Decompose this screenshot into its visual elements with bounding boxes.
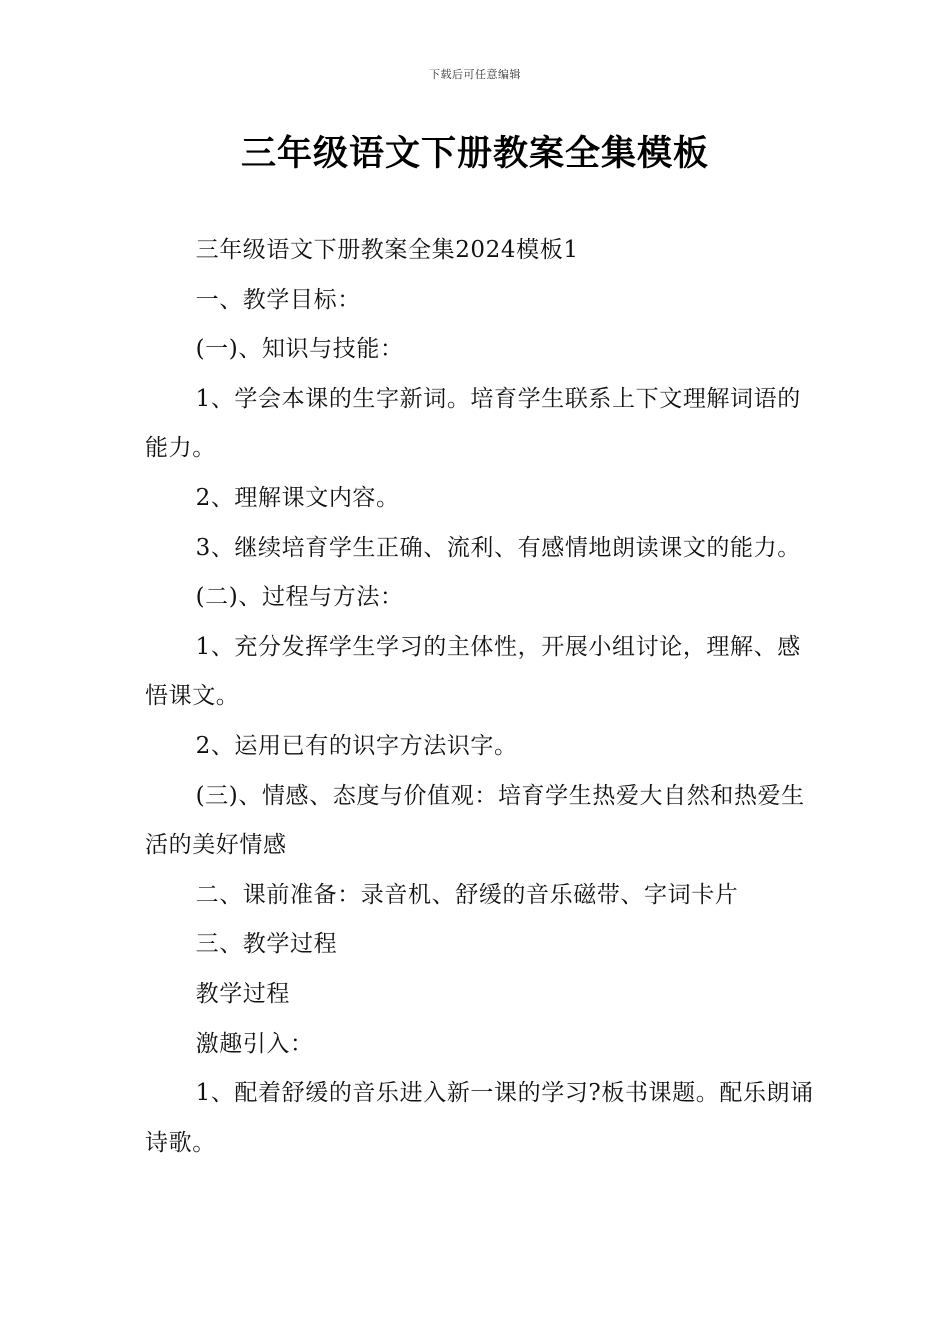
paragraph-knowledge-skills: (一)、知识与技能： [195,336,404,363]
paragraph-item: 1、学会本课的生字新词。培育学生联系上下文理解词语的能力。 [145,385,801,462]
paragraph-item: 3、继续培育学生正确、流利、有感情地朗读课文的能力。 [195,534,801,561]
paragraph-item: 1、充分发挥学生学习的主体性，开展小组讨论，理解、感悟课文。 [145,633,801,710]
paragraph-process-method: (二)、过程与方法： [195,584,404,611]
paragraph-section-objectives: 一、教学目标： [195,286,361,313]
paragraph-preparation: 二、课前准备：录音机、舒缓的音乐磁带、字词卡片 [195,881,739,908]
header-note: 下载后可任意编辑 [429,68,521,81]
paragraph-subtitle: 三年级语文下册教案全集2024模板1 [195,237,579,263]
paragraph-intro: 激趣引入： [195,1030,314,1057]
paragraph-process-heading: 教学过程 [195,980,290,1007]
paragraph-section-process: 三、教学过程 [195,931,338,958]
document-title: 三年级语文下册教案全集模板 [240,134,709,174]
paragraph-item: 2、理解课文内容。 [195,484,400,511]
paragraph-item: 2、运用已有的识字方法识字。 [195,732,518,759]
document-body [145,226,815,1168]
paragraph-emotion-values: (三)、情感、态度与价值观：培育学生热爱大自然和热爱生活的美好情感 [145,782,805,859]
paragraph-item: 1、配着舒缓的音乐进入新一课的学习?板书课题。配乐朗诵诗歌。 [145,1080,814,1156]
